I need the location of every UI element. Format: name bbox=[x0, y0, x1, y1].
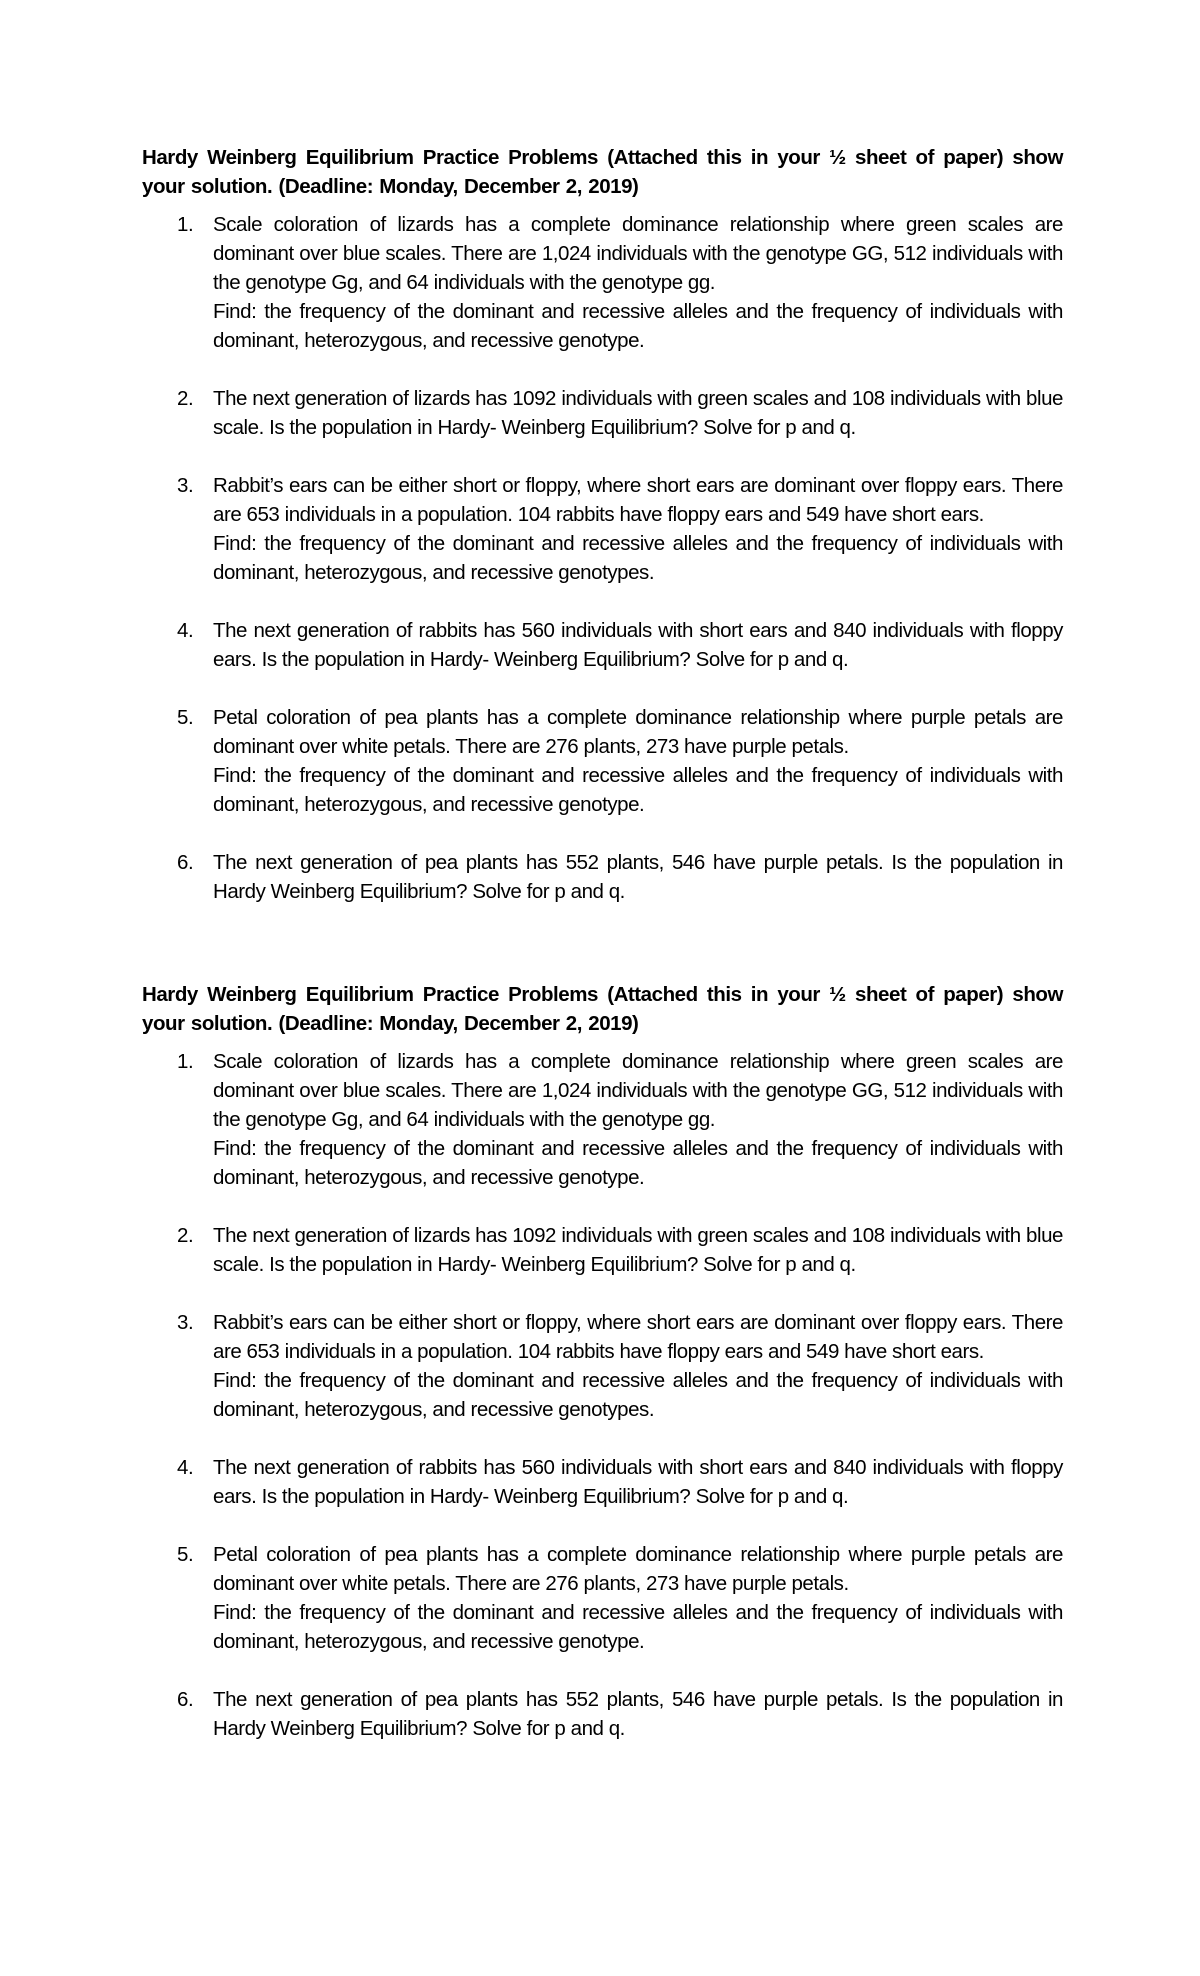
problem-text: The next generation of rabbits has 560 individuals with short ears and 840 individuals with floppy ears. Is the population in Hardy- Weinberg Equilibrium? Solve for p and q. bbox=[213, 1456, 1063, 1508]
problem-text: Petal coloration of pea plants has a complete dominance relationship where purple petals are dominant over white petals. There are 276 plants, 273 have purple petals. bbox=[213, 706, 1063, 758]
problem-text: The next generation of lizards has 1092 individuals with green scales and 108 individuals with blue scale. Is the population in Hardy- Weinberg Equilibrium? Solve for p and q. bbox=[213, 387, 1063, 439]
problem-item bbox=[142, 1308, 1063, 1424]
problem-text: The next generation of rabbits has 560 individuals with short ears and 840 individuals with floppy ears. Is the population in Hardy- Weinberg Equilibrium? Solve for p and q. bbox=[213, 619, 1063, 671]
problem-item bbox=[142, 210, 1063, 355]
problem-text: Rabbit’s ears can be either short or floppy, where short ears are dominant over floppy ears. There are 653 individuals in a population. 104 rabbits have floppy ears and 549 have short ears. bbox=[213, 474, 1063, 526]
problem-number: 4. bbox=[177, 619, 194, 642]
problem-list bbox=[142, 210, 1063, 906]
problem-number: 5. bbox=[177, 706, 194, 729]
problem-item bbox=[142, 1047, 1063, 1192]
problem-text: Rabbit’s ears can be either short or floppy, where short ears are dominant over floppy ears. There are 653 individuals in a population. 104 rabbits have floppy ears and 549 have short ears. bbox=[213, 1311, 1063, 1363]
problem-find: Find: the frequency of the dominant and recessive alleles and the frequency of individuals with dominant, heterozygous, and recessive genotype. bbox=[213, 1137, 1063, 1189]
worksheet-section-2 bbox=[142, 980, 1063, 1772]
problem-text: The next generation of lizards has 1092 individuals with green scales and 108 individuals with blue scale. Is the population in Hardy- Weinberg Equilibrium? Solve for p and q. bbox=[213, 1224, 1063, 1276]
problem-text: Petal coloration of pea plants has a complete dominance relationship where purple petals are dominant over white petals. There are 276 plants, 273 have purple petals. bbox=[213, 1543, 1063, 1595]
problem-item bbox=[142, 1453, 1063, 1511]
problem-find: Find: the frequency of the dominant and recessive alleles and the frequency of individuals with dominant, heterozygous, and recessive genotype. bbox=[213, 1601, 1063, 1653]
problem-find: Find: the frequency of the dominant and recessive alleles and the frequency of individuals with dominant, heterozygous, and recessive genotypes. bbox=[213, 532, 1063, 584]
problem-number: 5. bbox=[177, 1543, 194, 1566]
worksheet-section-1 bbox=[142, 143, 1063, 935]
problem-item bbox=[142, 1685, 1063, 1743]
problem-number: 1. bbox=[177, 1050, 194, 1073]
problem-number: 4. bbox=[177, 1456, 194, 1479]
problem-text: Scale coloration of lizards has a complete dominance relationship where green scales are dominant over blue scales. There are 1,024 individuals with the genotype GG, 512 individuals with the genotype Gg, and 64 individuals with the genotype gg. bbox=[213, 1050, 1063, 1131]
problem-number: 3. bbox=[177, 474, 194, 497]
problem-find: Find: the frequency of the dominant and recessive alleles and the frequency of individuals with dominant, heterozygous, and recessive genotypes. bbox=[213, 1369, 1063, 1421]
problem-item bbox=[142, 1540, 1063, 1656]
problem-item bbox=[142, 471, 1063, 587]
section-heading: Hardy Weinberg Equilibrium Practice Problems (Attached this in your ½ sheet of paper) show your solution. (Deadline: Monday, December 2, 2019) bbox=[142, 983, 1063, 1035]
problem-item bbox=[142, 703, 1063, 819]
problem-find: Find: the frequency of the dominant and recessive alleles and the frequency of individuals with dominant, heterozygous, and recessive genotype. bbox=[213, 300, 1063, 352]
problem-number: 3. bbox=[177, 1311, 194, 1334]
problem-item bbox=[142, 848, 1063, 906]
problem-number: 1. bbox=[177, 213, 194, 236]
section-heading: Hardy Weinberg Equilibrium Practice Problems (Attached this in your ½ sheet of paper) show your solution. (Deadline: Monday, December 2, 2019) bbox=[142, 146, 1063, 198]
problem-item bbox=[142, 616, 1063, 674]
problem-number: 6. bbox=[177, 1688, 194, 1711]
problem-text: Scale coloration of lizards has a complete dominance relationship where green scales are dominant over blue scales. There are 1,024 individuals with the genotype GG, 512 individuals with the genotype Gg, and 64 individuals with the genotype gg. bbox=[213, 213, 1063, 294]
problem-number: 6. bbox=[177, 851, 194, 874]
problem-text: The next generation of pea plants has 552 plants, 546 have purple petals. Is the population in Hardy Weinberg Equilibrium? Solve for p and q. bbox=[213, 1688, 1063, 1740]
problem-find: Find: the frequency of the dominant and recessive alleles and the frequency of individuals with dominant, heterozygous, and recessive genotype. bbox=[213, 764, 1063, 816]
problem-number: 2. bbox=[177, 387, 194, 410]
problem-list bbox=[142, 1047, 1063, 1743]
problem-item bbox=[142, 384, 1063, 442]
problem-number: 2. bbox=[177, 1224, 194, 1247]
problem-item bbox=[142, 1221, 1063, 1279]
problem-text: The next generation of pea plants has 552 plants, 546 have purple petals. Is the population in Hardy Weinberg Equilibrium? Solve for p and q. bbox=[213, 851, 1063, 903]
